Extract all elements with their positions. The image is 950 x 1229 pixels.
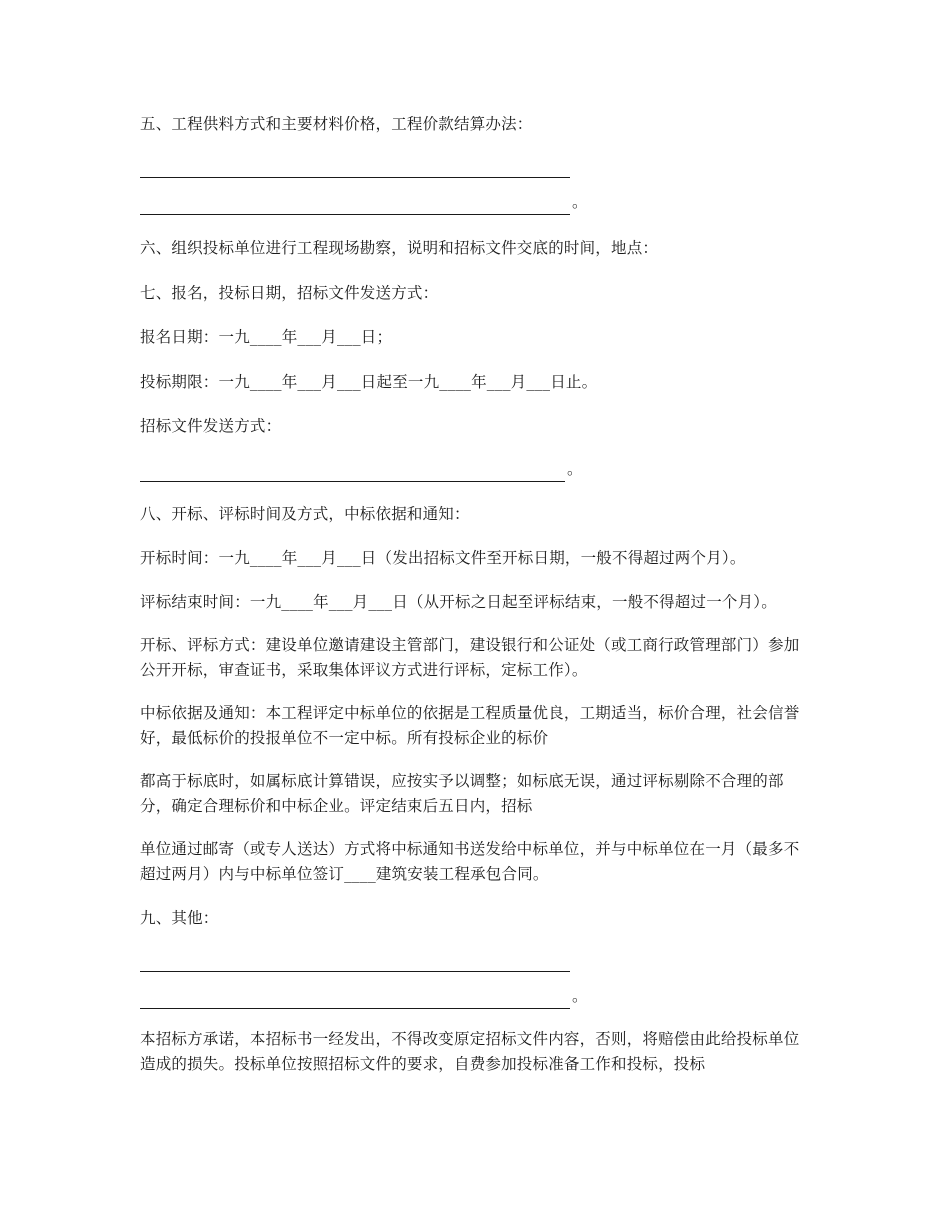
section-9-heading: 九、其他： — [140, 909, 219, 927]
document-send-method-label: 招标文件发送方式： — [140, 417, 282, 435]
opening-evaluation-method: 开标、评标方式：建设单位邀请建设主管部门，建设银行和公证处（或工商行政管理部门）参加公开开标，审查证书，采取集体评议方式进行评标，定标工作）。 — [140, 636, 800, 679]
section-5-blank-line-1 — [140, 153, 808, 178]
section-6-heading: 六、组织投标单位进行工程现场勘察，说明和招标文件交底的时间，地点： — [140, 239, 659, 257]
document-page — [140, 112, 808, 1077]
bidding-period: 投标期限：一九____年___月___日起至一九____年___月___日止。 — [140, 373, 598, 391]
section-5-blank-line-2 — [140, 190, 808, 215]
line-end-period: 。 — [567, 460, 583, 478]
blank-underline — [140, 196, 570, 215]
evaluation-end-time: 评标结束时间：一九____年___月___日（从开标之日起至评标结束，一般不得超过一个月）。 — [140, 593, 777, 611]
signup-date: 报名日期：一九____年___月___日； — [140, 328, 393, 346]
blank-underline — [140, 463, 565, 482]
award-basis-part-3: 单位通过邮寄（或专人送达）方式将中标通知书送发给中标单位，并与中标单位在一月（最多不超过两月）内与中标单位签订____建筑安装工程承包合同。 — [140, 840, 800, 883]
award-basis-part-2: 都高于标底时，如属标底计算错误，应按实予以调整；如标底无误，通过评标剔除不合理的部分，确定合理标价和中标企业。评定结束后五日内，招标 — [140, 772, 784, 815]
opening-time: 开标时间：一九____年___月___日（发出招标文件至开标日期，一般不得超过两个月）。 — [140, 549, 746, 567]
section-5-heading: 五、工程供料方式和主要材料价格，工程价款结算办法： — [140, 115, 533, 133]
line-end-period: 。 — [572, 193, 588, 211]
award-basis-part-1: 中标依据及通知：本工程评定中标单位的依据是工程质量优良，工期适当，标价合理，社会信誉好，最低标价的投报单位不一定中标。所有投标企业的标价 — [140, 704, 800, 747]
section-8-heading: 八、开标、评标时间及方式，中标依据和通知： — [140, 505, 470, 523]
section-9-blank-line-2 — [140, 984, 808, 1009]
blank-underline — [140, 990, 570, 1009]
closing-commitment: 本招标方承诺，本招标书一经发出，不得改变原定招标文件内容，否则，将赔偿由此给投标单位造成的损失。投标单位按照招标文件的要求，自费参加投标准备工作和投标，投标 — [140, 1030, 800, 1073]
line-end-period: 。 — [572, 987, 588, 1005]
blank-underline — [140, 953, 570, 972]
blank-underline — [140, 159, 570, 178]
section-7-heading: 七、报名，投标日期，招标文件发送方式： — [140, 284, 439, 302]
send-method-blank-line — [140, 457, 808, 482]
section-9-blank-line-1 — [140, 947, 808, 972]
